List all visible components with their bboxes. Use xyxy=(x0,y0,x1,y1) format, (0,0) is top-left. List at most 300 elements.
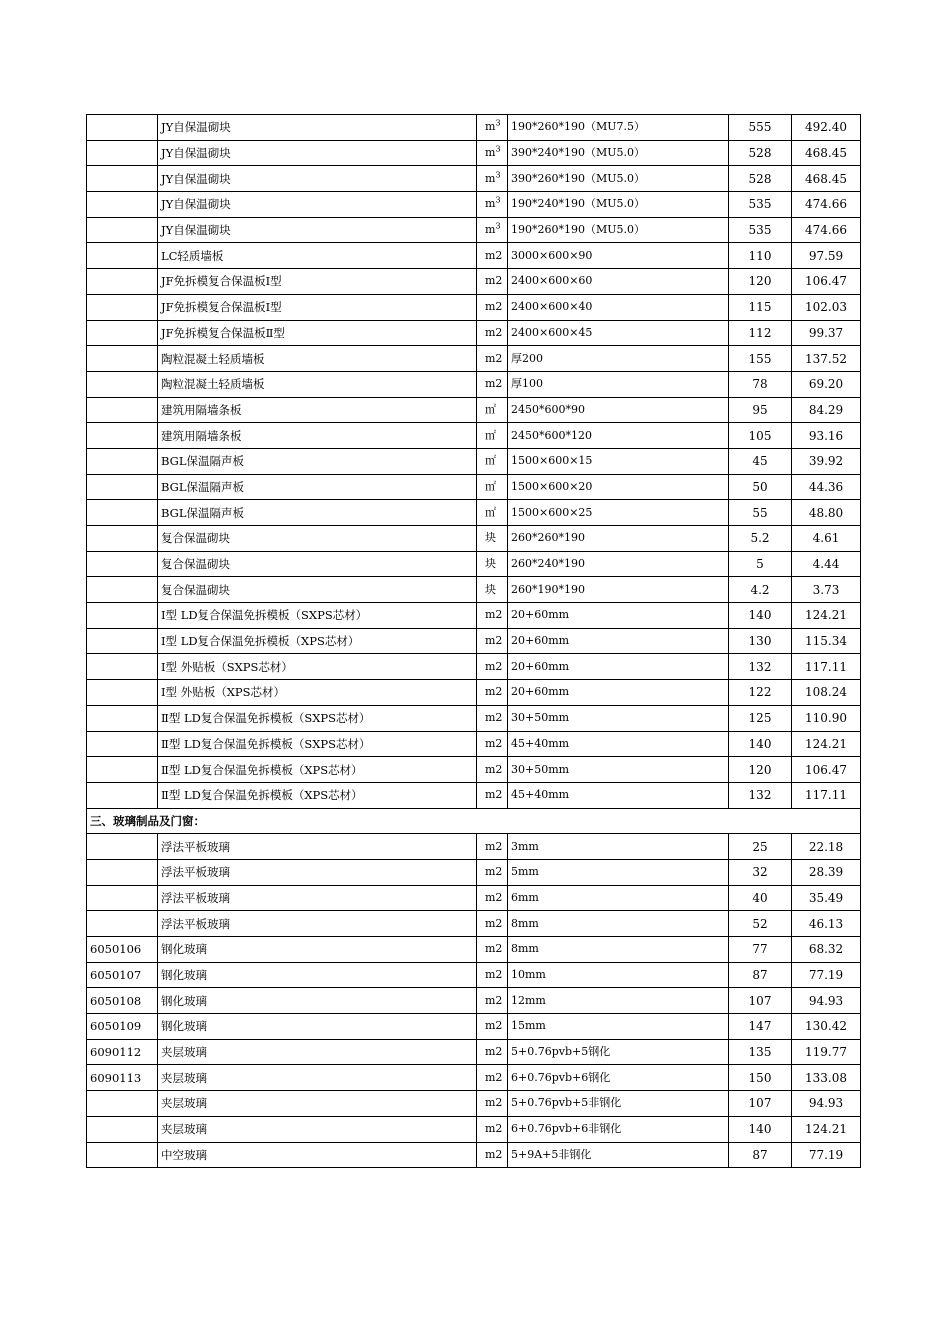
net-price-text: 474.66 xyxy=(805,197,847,212)
item-name-text: 浮法平板玻璃 xyxy=(161,865,230,880)
price-cell xyxy=(729,705,792,731)
unit-text: m2 xyxy=(485,634,503,648)
unit-text: m xyxy=(485,223,496,237)
unit-cell xyxy=(477,680,508,706)
item-name-text: Ⅰ型 LD复合保温免拆模板（XPS芯材） xyxy=(161,634,360,649)
price-cell xyxy=(729,166,792,192)
item-code-cell xyxy=(87,397,158,423)
item-name-text: 钢化玻璃 xyxy=(161,993,207,1008)
unit-text: m2 xyxy=(485,865,503,879)
item-name-text: JF免拆模复合保温板Ⅰ型 xyxy=(161,274,282,289)
unit-superscript: 3 xyxy=(495,170,501,180)
item-code-cell xyxy=(87,1065,158,1091)
unit-cell xyxy=(477,243,508,269)
price-text: 45 xyxy=(752,454,768,469)
price-text: 122 xyxy=(748,685,772,700)
spec-text: 5+9A+5非钢化 xyxy=(511,1147,592,1161)
net-price-text: 93.16 xyxy=(808,428,844,443)
item-code-text: 6050108 xyxy=(90,993,142,1008)
unit-cell xyxy=(477,371,508,397)
spec-text: 1500×600×20 xyxy=(511,479,593,493)
net-price-text: 4.61 xyxy=(812,531,840,546)
spec-cell xyxy=(508,834,729,860)
unit-text: m2 xyxy=(485,351,503,365)
spec-cell xyxy=(508,371,729,397)
item-code-cell xyxy=(87,474,158,500)
item-name-text: BGL保温隔声板 xyxy=(161,479,244,494)
price-text: 140 xyxy=(748,736,772,751)
spec-text: 2400×600×45 xyxy=(511,325,593,339)
table-row xyxy=(87,217,861,243)
unit-cell xyxy=(477,140,508,166)
net-price-text: 69.20 xyxy=(808,377,844,392)
net-price-cell xyxy=(792,243,861,269)
spec-text: 20+60mm xyxy=(511,634,570,648)
net-price-text: 130.42 xyxy=(805,1019,847,1034)
price-text: 55 xyxy=(752,505,768,520)
net-price-text: 102.03 xyxy=(805,300,847,315)
item-name-text: 夹层玻璃 xyxy=(161,1045,207,1060)
net-price-text: 46.13 xyxy=(808,916,844,931)
net-price-text: 117.11 xyxy=(805,788,847,803)
item-name-cell xyxy=(158,500,477,526)
spec-text: 20+60mm xyxy=(511,608,570,622)
price-cell xyxy=(729,937,792,963)
net-price-cell xyxy=(792,474,861,500)
price-cell xyxy=(729,294,792,320)
spec-text: 45+40mm xyxy=(511,736,570,750)
spec-cell xyxy=(508,140,729,166)
spec-text: 30+50mm xyxy=(511,711,570,725)
spec-cell xyxy=(508,551,729,577)
spec-cell xyxy=(508,217,729,243)
table-row xyxy=(87,705,861,731)
net-price-cell xyxy=(792,859,861,885)
net-price-cell xyxy=(792,1039,861,1065)
table-row xyxy=(87,911,861,937)
unit-cell xyxy=(477,988,508,1014)
spec-text: 厚100 xyxy=(511,377,543,391)
unit-cell xyxy=(477,346,508,372)
net-price-cell xyxy=(792,757,861,783)
item-name-text: JY自保温砌块 xyxy=(161,171,231,186)
item-name-text: 陶粒混凝土轻质墙板 xyxy=(161,351,265,366)
item-code-cell xyxy=(87,500,158,526)
item-name-cell xyxy=(158,962,477,988)
table-row xyxy=(87,320,861,346)
spec-cell xyxy=(508,192,729,218)
item-code-cell xyxy=(87,962,158,988)
table-row xyxy=(87,577,861,603)
unit-text: m2 xyxy=(485,1045,503,1059)
net-price-text: 99.37 xyxy=(808,325,844,340)
unit-text: ㎡ xyxy=(485,479,496,493)
price-cell xyxy=(729,1039,792,1065)
net-price-cell xyxy=(792,1065,861,1091)
unit-cell xyxy=(477,474,508,500)
spec-cell xyxy=(508,757,729,783)
spec-cell xyxy=(508,911,729,937)
unit-text: m2 xyxy=(485,300,503,314)
table-row xyxy=(87,115,861,141)
spec-cell xyxy=(508,294,729,320)
price-text: 5.2 xyxy=(750,531,770,546)
item-code-cell xyxy=(87,859,158,885)
price-cell xyxy=(729,1091,792,1117)
item-code-cell xyxy=(87,1091,158,1117)
item-code-cell xyxy=(87,320,158,346)
unit-cell xyxy=(477,1116,508,1142)
item-code-cell xyxy=(87,526,158,552)
item-name-text: JY自保温砌块 xyxy=(161,120,231,135)
unit-text: m xyxy=(485,171,496,185)
table-row xyxy=(87,294,861,320)
net-price-text: 97.59 xyxy=(808,248,844,263)
price-text: 107 xyxy=(748,1096,772,1111)
net-price-cell xyxy=(792,988,861,1014)
spec-cell xyxy=(508,474,729,500)
price-cell xyxy=(729,1116,792,1142)
item-name-text: Ⅰ型 外贴板（SXPS芯材） xyxy=(161,659,293,674)
net-price-text: 474.66 xyxy=(805,223,847,238)
price-text: 112 xyxy=(748,325,772,340)
unit-text: m2 xyxy=(485,1147,503,1161)
item-code-cell xyxy=(87,551,158,577)
unit-cell xyxy=(477,628,508,654)
table-row xyxy=(87,628,861,654)
item-name-cell xyxy=(158,346,477,372)
price-cell xyxy=(729,962,792,988)
item-code-cell xyxy=(87,654,158,680)
unit-cell xyxy=(477,834,508,860)
item-code-cell xyxy=(87,217,158,243)
price-cell xyxy=(729,474,792,500)
net-price-text: 48.80 xyxy=(808,505,844,520)
net-price-cell xyxy=(792,320,861,346)
item-code-cell xyxy=(87,192,158,218)
spec-cell xyxy=(508,962,729,988)
table-row xyxy=(87,654,861,680)
spec-cell xyxy=(508,731,729,757)
table-row xyxy=(87,526,861,552)
unit-text: m xyxy=(485,197,496,211)
item-code-cell xyxy=(87,705,158,731)
item-name-cell xyxy=(158,294,477,320)
net-price-text: 124.21 xyxy=(805,608,847,623)
unit-cell xyxy=(477,577,508,603)
table-row xyxy=(87,937,861,963)
item-name-cell xyxy=(158,526,477,552)
price-cell xyxy=(729,1014,792,1040)
net-price-text: 4.44 xyxy=(812,557,840,572)
item-name-cell xyxy=(158,654,477,680)
item-name-text: JF免拆模复合保温板Ⅰ型 xyxy=(161,300,282,315)
price-text: 32 xyxy=(752,865,768,880)
item-name-cell xyxy=(158,834,477,860)
item-code-cell xyxy=(87,782,158,808)
price-cell xyxy=(729,397,792,423)
unit-cell xyxy=(477,166,508,192)
unit-text: 块 xyxy=(485,557,496,571)
unit-text: m2 xyxy=(485,685,503,699)
spec-cell xyxy=(508,680,729,706)
net-price-text: 108.24 xyxy=(805,685,847,700)
unit-text: m2 xyxy=(485,993,503,1007)
net-price-text: 77.19 xyxy=(808,1147,844,1162)
unit-text: ㎡ xyxy=(485,402,496,416)
price-cell xyxy=(729,757,792,783)
unit-text: m2 xyxy=(485,711,503,725)
net-price-cell xyxy=(792,962,861,988)
price-text: 110 xyxy=(748,248,772,263)
price-cell xyxy=(729,731,792,757)
net-price-text: 94.93 xyxy=(808,1096,844,1111)
net-price-cell xyxy=(792,166,861,192)
price-text: 87 xyxy=(752,968,768,983)
spec-cell xyxy=(508,654,729,680)
unit-cell xyxy=(477,448,508,474)
item-name-text: LC轻质墙板 xyxy=(161,248,224,263)
unit-cell xyxy=(477,705,508,731)
item-name-text: Ⅱ型 LD复合保温免拆模板（XPS芯材） xyxy=(161,788,363,803)
spec-cell xyxy=(508,937,729,963)
price-table xyxy=(86,114,861,1168)
price-cell xyxy=(729,680,792,706)
price-text: 105 xyxy=(748,428,772,443)
item-name-cell xyxy=(158,1014,477,1040)
net-price-cell xyxy=(792,217,861,243)
net-price-cell xyxy=(792,577,861,603)
table-row xyxy=(87,834,861,860)
item-name-cell xyxy=(158,885,477,911)
item-name-cell xyxy=(158,448,477,474)
table-row xyxy=(87,397,861,423)
unit-cell xyxy=(477,423,508,449)
net-price-text: 106.47 xyxy=(805,762,847,777)
section-title: 三、玻璃制品及门窗： xyxy=(87,808,861,834)
item-name-cell xyxy=(158,115,477,141)
price-text: 95 xyxy=(752,402,768,417)
item-name-cell xyxy=(158,577,477,603)
price-cell xyxy=(729,654,792,680)
spec-text: 3mm xyxy=(511,839,539,853)
unit-cell xyxy=(477,654,508,680)
item-code-cell xyxy=(87,757,158,783)
price-text: 130 xyxy=(748,634,772,649)
price-text: 115 xyxy=(748,300,772,315)
unit-cell xyxy=(477,217,508,243)
net-price-cell xyxy=(792,294,861,320)
item-name-cell xyxy=(158,192,477,218)
spec-cell xyxy=(508,500,729,526)
unit-cell xyxy=(477,962,508,988)
net-price-cell xyxy=(792,654,861,680)
unit-text: m2 xyxy=(485,839,503,853)
price-cell xyxy=(729,500,792,526)
unit-cell xyxy=(477,1142,508,1168)
unit-text: m2 xyxy=(485,659,503,673)
table-row xyxy=(87,885,861,911)
spec-text: 12mm xyxy=(511,993,546,1007)
net-price-text: 106.47 xyxy=(805,274,847,289)
net-price-text: 124.21 xyxy=(805,736,847,751)
item-code-cell xyxy=(87,731,158,757)
item-name-cell xyxy=(158,757,477,783)
item-code-cell xyxy=(87,1014,158,1040)
spec-cell xyxy=(508,705,729,731)
unit-text: ㎡ xyxy=(485,428,496,442)
price-cell xyxy=(729,834,792,860)
item-name-cell xyxy=(158,423,477,449)
price-cell xyxy=(729,115,792,141)
spec-text: 1500×600×15 xyxy=(511,454,593,468)
spec-cell xyxy=(508,1142,729,1168)
item-name-text: 复合保温砌块 xyxy=(161,557,230,572)
price-cell xyxy=(729,603,792,629)
spec-cell xyxy=(508,166,729,192)
spec-cell xyxy=(508,628,729,654)
spec-cell xyxy=(508,577,729,603)
unit-cell xyxy=(477,1091,508,1117)
price-cell xyxy=(729,217,792,243)
spec-cell xyxy=(508,1116,729,1142)
item-code-cell xyxy=(87,294,158,320)
price-text: 150 xyxy=(748,1070,772,1085)
item-name-cell xyxy=(158,166,477,192)
price-text: 120 xyxy=(748,762,772,777)
spec-text: 2400×600×60 xyxy=(511,274,593,288)
item-name-cell xyxy=(158,474,477,500)
unit-cell xyxy=(477,551,508,577)
item-name-cell xyxy=(158,705,477,731)
spec-text: 1500×600×25 xyxy=(511,505,593,519)
net-price-text: 110.90 xyxy=(805,711,847,726)
item-name-cell xyxy=(158,1091,477,1117)
spec-text: 190*260*190（MU7.5） xyxy=(511,120,646,134)
item-code-cell xyxy=(87,603,158,629)
net-price-text: 492.40 xyxy=(805,120,847,135)
table-row xyxy=(87,243,861,269)
net-price-cell xyxy=(792,397,861,423)
item-code-cell xyxy=(87,988,158,1014)
table-row xyxy=(87,1039,861,1065)
spec-text: 190*260*190（MU5.0） xyxy=(511,223,646,237)
item-code-cell xyxy=(87,937,158,963)
item-name-text: BGL保温隔声板 xyxy=(161,454,244,469)
spec-cell xyxy=(508,603,729,629)
unit-cell xyxy=(477,1014,508,1040)
net-price-text: 3.73 xyxy=(812,582,840,597)
item-code-text: 6050109 xyxy=(90,1019,142,1034)
net-price-text: 468.45 xyxy=(805,146,847,161)
spec-cell xyxy=(508,423,729,449)
item-name-text: Ⅰ型 外贴板（XPS芯材） xyxy=(161,685,286,700)
net-price-text: 77.19 xyxy=(808,968,844,983)
item-code-cell xyxy=(87,448,158,474)
price-text: 50 xyxy=(752,479,768,494)
spec-cell xyxy=(508,859,729,885)
price-cell xyxy=(729,885,792,911)
item-code-cell xyxy=(87,1116,158,1142)
item-name-cell xyxy=(158,628,477,654)
price-text: 528 xyxy=(748,171,772,186)
unit-cell xyxy=(477,603,508,629)
table-row xyxy=(87,1014,861,1040)
item-name-text: 复合保温砌块 xyxy=(161,582,230,597)
price-cell xyxy=(729,782,792,808)
price-text: 155 xyxy=(748,351,772,366)
net-price-cell xyxy=(792,192,861,218)
price-cell xyxy=(729,448,792,474)
price-text: 140 xyxy=(748,608,772,623)
net-price-text: 44.36 xyxy=(808,479,844,494)
spec-text: 8mm xyxy=(511,916,539,930)
table-row xyxy=(87,371,861,397)
unit-cell xyxy=(477,1065,508,1091)
unit-text: m2 xyxy=(485,274,503,288)
price-text: 87 xyxy=(752,1147,768,1162)
item-name-text: 浮法平板玻璃 xyxy=(161,916,230,931)
item-code-cell xyxy=(87,243,158,269)
price-text: 140 xyxy=(748,1122,772,1137)
net-price-cell xyxy=(792,834,861,860)
spec-cell xyxy=(508,115,729,141)
unit-text: m2 xyxy=(485,1122,503,1136)
spec-text: 390*240*190（MU5.0） xyxy=(511,146,646,160)
table-row xyxy=(87,859,861,885)
item-code-cell xyxy=(87,577,158,603)
price-text: 132 xyxy=(748,659,772,674)
table-row xyxy=(87,680,861,706)
spec-text: 260*260*190 xyxy=(511,531,585,545)
spec-cell xyxy=(508,320,729,346)
net-price-text: 124.21 xyxy=(805,1122,847,1137)
price-cell xyxy=(729,551,792,577)
item-code-cell xyxy=(87,115,158,141)
item-name-text: Ⅱ型 LD复合保温免拆模板（XPS芯材） xyxy=(161,762,363,777)
table-row xyxy=(87,1142,861,1168)
item-name-cell xyxy=(158,859,477,885)
spec-cell xyxy=(508,243,729,269)
item-name-cell xyxy=(158,988,477,1014)
unit-cell xyxy=(477,526,508,552)
item-code-cell xyxy=(87,885,158,911)
item-name-cell xyxy=(158,1065,477,1091)
item-code-text: 6090112 xyxy=(90,1045,142,1060)
price-text: 77 xyxy=(752,942,768,957)
price-cell xyxy=(729,859,792,885)
item-name-cell xyxy=(158,243,477,269)
table-row xyxy=(87,962,861,988)
net-price-text: 39.92 xyxy=(808,454,844,469)
unit-cell xyxy=(477,859,508,885)
item-name-text: 建筑用隔墙条板 xyxy=(161,428,242,443)
item-name-cell xyxy=(158,371,477,397)
item-name-cell xyxy=(158,937,477,963)
table-row xyxy=(87,782,861,808)
price-cell xyxy=(729,346,792,372)
table-row xyxy=(87,988,861,1014)
unit-cell xyxy=(477,885,508,911)
item-code-cell xyxy=(87,911,158,937)
unit-text: m2 xyxy=(485,942,503,956)
unit-superscript: 3 xyxy=(495,195,501,205)
item-name-text: JY自保温砌块 xyxy=(161,197,231,212)
item-code-text: 6050107 xyxy=(90,968,142,983)
unit-cell xyxy=(477,757,508,783)
table-row xyxy=(87,192,861,218)
item-name-cell xyxy=(158,782,477,808)
